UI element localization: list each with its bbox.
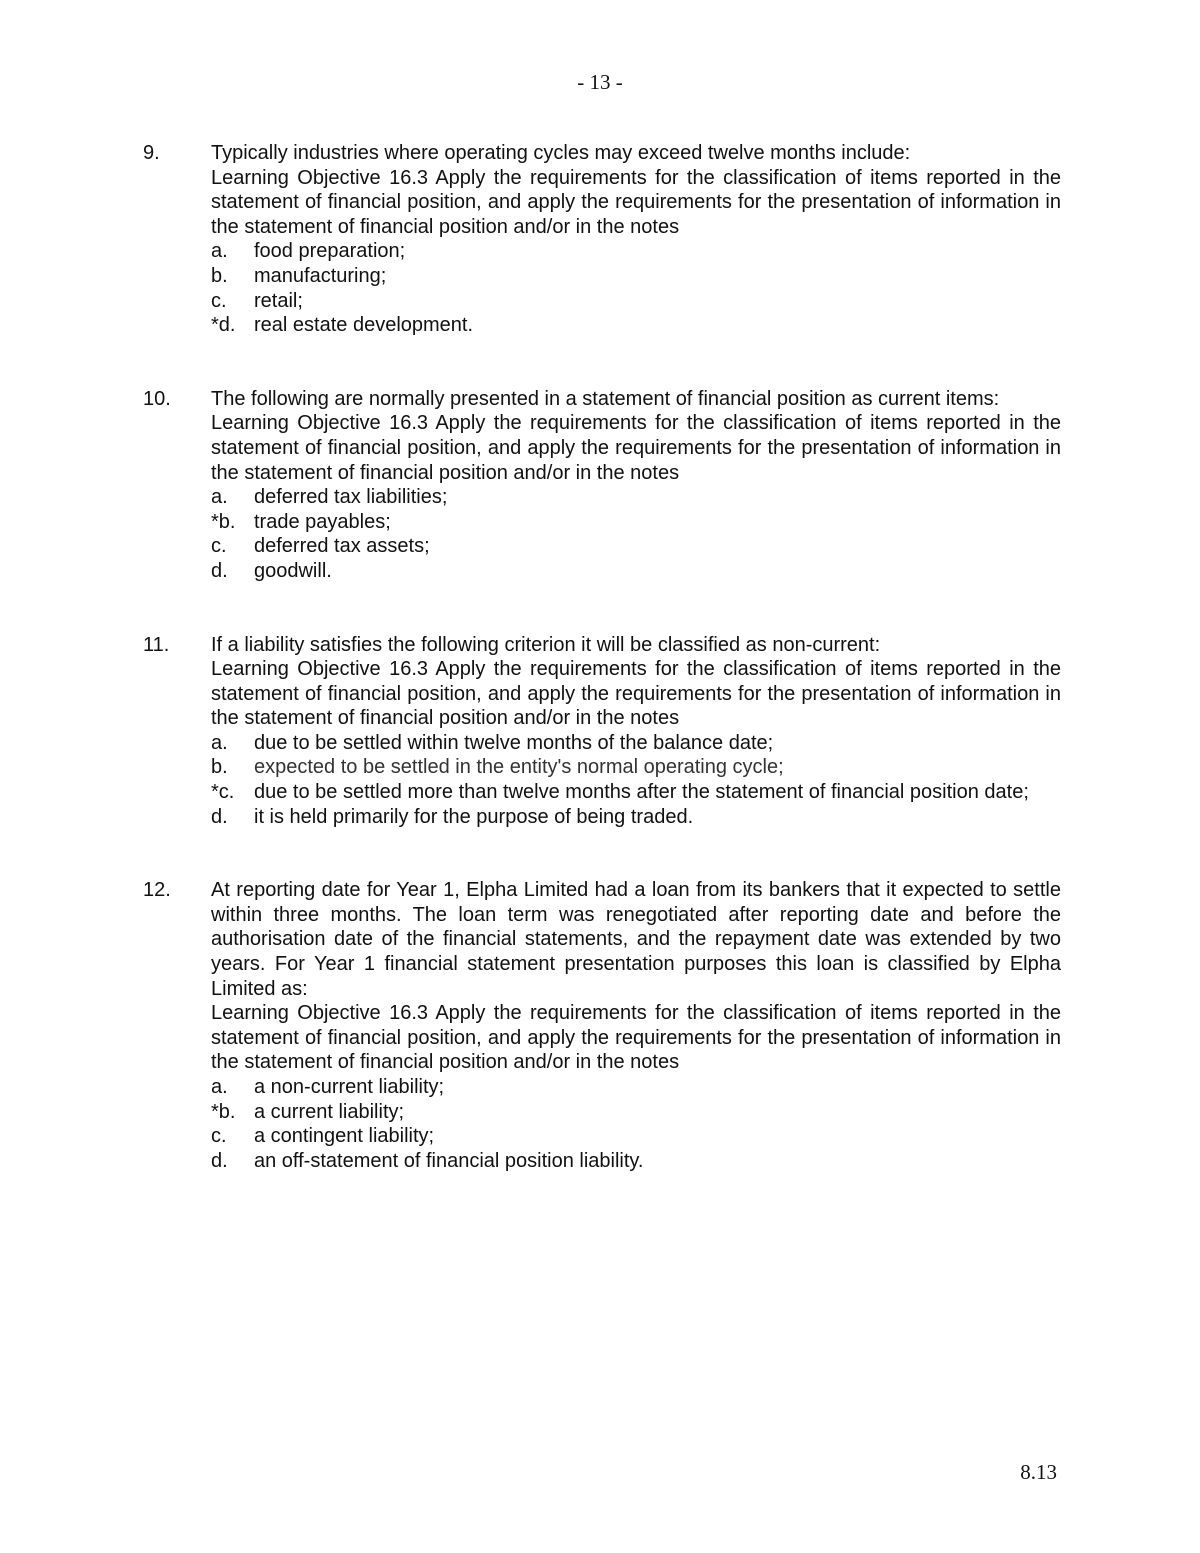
page-number-header: - 13 - [577,70,623,94]
option-b [211,755,1061,780]
option-text: food preparation; [254,240,406,263]
option-letter: a. [211,1076,228,1098]
option-d [211,805,1061,830]
option-letter: a. [211,240,228,263]
option-list [211,239,1061,337]
option-letter: a. [211,731,228,754]
option-letter: *c. [211,781,235,804]
option-c [211,289,1061,314]
option-text: manufacturing; [254,264,387,287]
option-d-correct [211,313,1061,338]
option-list [211,1075,1061,1173]
option-text: expected to be settled in the entity's normal operating cycle; [254,756,784,779]
option-text: real estate development. [254,314,474,337]
option-b-correct [211,510,1061,535]
option-text: due to be settled more than twelve months after the statement of financial position date; [254,781,1029,804]
option-letter: b. [211,264,228,287]
question-12 [143,878,1061,1173]
option-c [211,534,1061,559]
option-text: deferred tax assets; [254,535,430,558]
option-text: due to be settled within twelve months of the balance date; [254,731,774,754]
option-text: deferred tax liabilities; [254,486,448,509]
option-letter: *d. [211,314,236,337]
option-list [211,731,1061,829]
question-9 [143,141,1061,338]
option-letter: c. [211,535,227,558]
option-letter: a. [211,486,228,509]
option-letter: d. [211,805,228,828]
learning-objective: Learning Objective 16.3 Apply the requirements for the classification of items reported in the statement of financial position, and apply the requirements for the presentation of information in the statement of financial position and/or in the notes [211,166,1061,238]
question-text: Typically industries where operating cycles may exceed twelve months include: [211,142,911,164]
learning-objective: Learning Objective 16.3 Apply the requirements for the classification of items reported in the statement of financial position, and apply the requirements for the presentation of information in the statement of financial position and/or in the notes [211,412,1061,484]
option-letter: *b. [211,510,236,533]
option-letter: d. [211,1149,228,1172]
option-b-correct [211,1100,1061,1125]
option-letter: *b. [211,1100,236,1123]
question-list [143,141,1061,1222]
option-d [211,559,1061,584]
option-text: a contingent liability; [254,1125,435,1148]
option-text: a current liability; [254,1100,405,1123]
question-text: The following are normally presented in a statement of financial position as current items: [211,387,1000,410]
option-text: a non-current liability; [254,1076,445,1098]
question-text: At reporting date for Year 1, Elpha Limited had a loan from its bankers that it expected to settle within three months. The loan term was renegotiated after reporting date and before the authorisation date of the financial statements, and the repayment date was extended by two years. For Year 1 financial statement presentation purposes this loan is classified by Elpha Limited as: [211,879,1061,1000]
option-a [211,731,1061,756]
option-d [211,1149,1061,1174]
option-list [211,485,1061,583]
page-reference-footer: 8.13 [1020,1460,1057,1484]
option-a [211,485,1061,510]
option-b [211,264,1061,289]
option-text: an off-statement of financial position liability. [254,1149,644,1172]
question-10 [143,387,1061,584]
option-text: it is held primarily for the purpose of being traded. [254,805,694,828]
question-text: If a liability satisfies the following criterion it will be classified as non-current: [211,633,881,656]
option-c-correct [211,780,1061,805]
option-letter: c. [211,289,227,312]
question-number: 10. [143,387,171,410]
option-letter: c. [211,1125,227,1148]
option-text: trade payables; [254,510,391,533]
question-number: 12. [143,879,171,902]
option-letter: d. [211,559,228,582]
learning-objective: Learning Objective 16.3 Apply the requirements for the classification of items reported in the statement of financial position, and apply the requirements for the presentation of information in the statement of financial position and/or in the notes [211,658,1061,730]
option-c [211,1124,1061,1149]
question-11 [143,633,1061,830]
question-number: 11. [143,633,170,656]
option-text: goodwill. [254,559,332,582]
question-number: 9. [143,142,160,164]
option-a [211,239,1061,264]
option-text: retail; [254,289,303,312]
learning-objective: Learning Objective 16.3 Apply the requirements for the classification of items reported in the statement of financial position, and apply the requirements for the presentation of information in the statement of financial position and/or in the notes [211,1002,1061,1074]
option-a [211,1075,1061,1100]
option-letter: b. [211,756,228,779]
